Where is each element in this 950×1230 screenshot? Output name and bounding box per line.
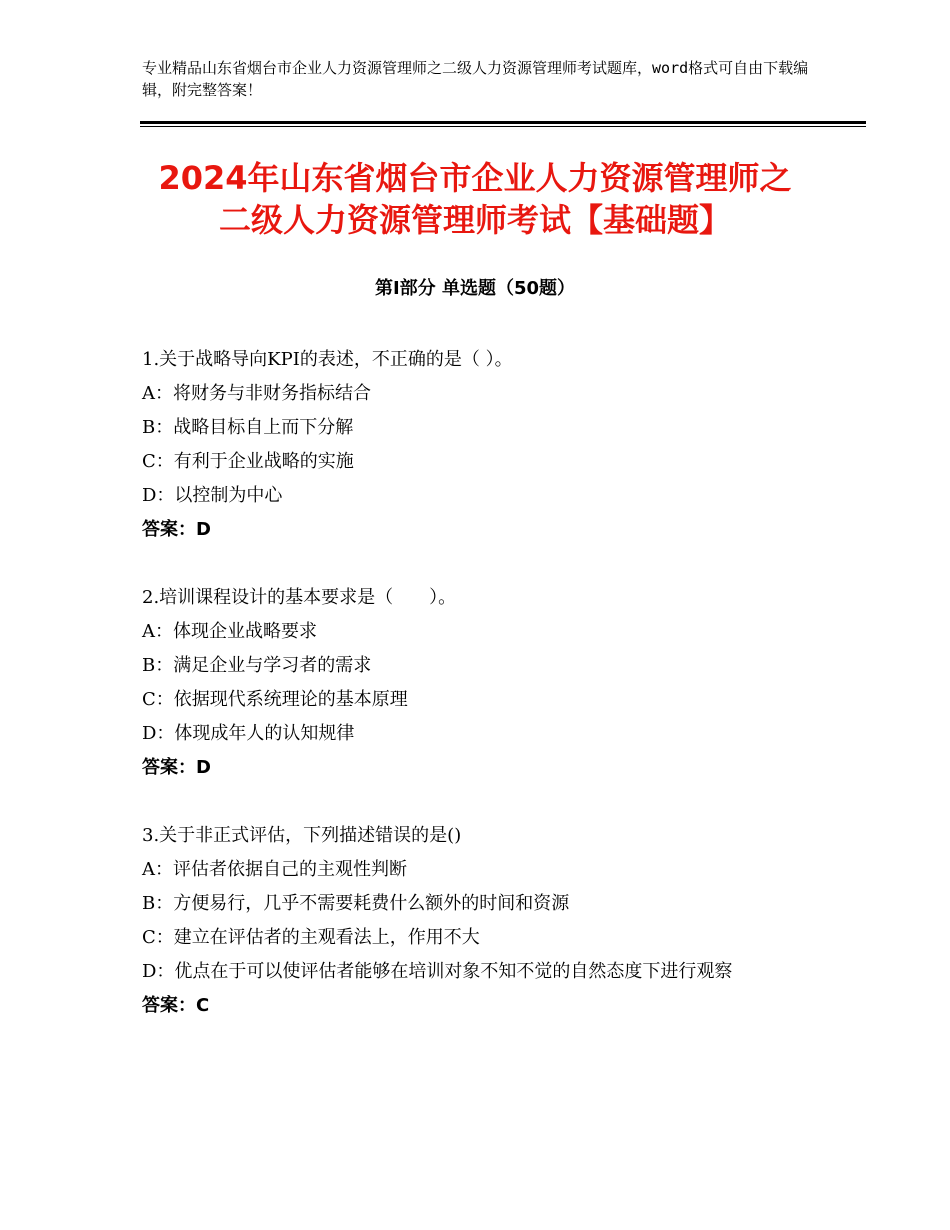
option-b: B：满足企业与学习者的需求 — [142, 655, 372, 676]
header-note: 专业精品山东省烟台市企业人力资源管理师之二级人力资源管理师考试题库，word格式可自由下载编辑，附完整答案！ — [142, 59, 809, 99]
option-c: C：建立在评估者的主观看法上，作用不大 — [142, 927, 480, 948]
option-d: D：优点在于可以使评估者能够在培训对象不知不觉的自然态度下进行观察 — [142, 961, 733, 982]
option-c: C：依据现代系统理论的基本原理 — [142, 689, 408, 710]
option-b: B：方便易行，几乎不需要耗费什么额外的时间和资源 — [142, 893, 570, 914]
question-stem: 1.关于战略导向KPI的表述，不正确的是（ ）。 — [142, 349, 513, 370]
option-d: D：以控制为中心 — [142, 485, 283, 506]
question-list — [142, 343, 822, 1057]
option-a: A：体现企业战略要求 — [142, 621, 317, 642]
question-2 — [142, 581, 822, 785]
header-rule-thick — [140, 121, 866, 124]
question-3 — [142, 819, 822, 1023]
answer-label: 答案：D — [142, 519, 211, 540]
option-c: C：有利于企业战略的实施 — [142, 451, 354, 472]
option-d: D：体现成年人的认知规律 — [142, 723, 355, 744]
option-a: A：将财务与非财务指标结合 — [142, 383, 371, 404]
option-b: B：战略目标自上而下分解 — [142, 417, 354, 438]
question-stem: 3.关于非正式评估，下列描述错误的是() — [142, 825, 462, 846]
option-a: A：评估者依据自己的主观性判断 — [142, 859, 407, 880]
answer-label: 答案：C — [142, 995, 210, 1016]
header-rule-thin — [140, 126, 866, 127]
document-title-line-2: 二级人力资源管理师考试【基础题】 — [218, 201, 731, 239]
document-title — [100, 157, 850, 241]
question-1 — [142, 343, 822, 547]
document-title-line-1: 2024年山东省烟台市企业人力资源管理师之 — [158, 159, 792, 197]
answer-label: 答案：D — [142, 757, 211, 778]
section-heading: 第Ⅰ部分 单选题（50题） — [374, 278, 575, 299]
question-stem: 2.培训课程设计的基本要求是（ ）。 — [142, 587, 457, 608]
